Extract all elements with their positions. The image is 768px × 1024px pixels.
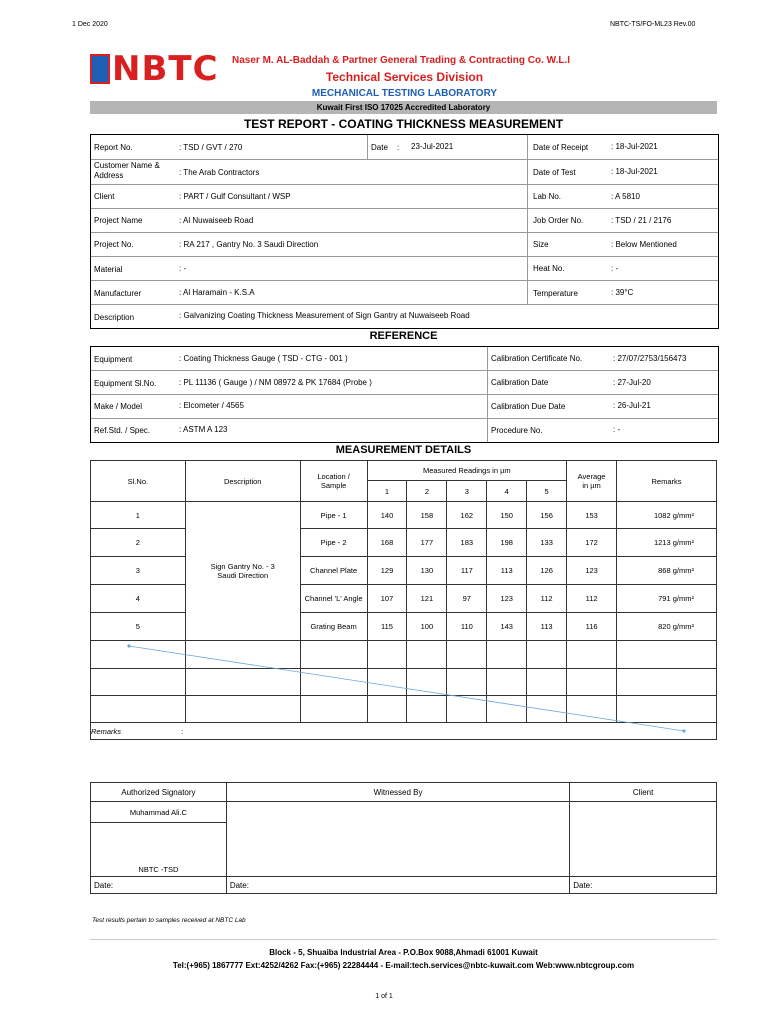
row-reading: 100: [407, 613, 447, 641]
row-sl: 3: [91, 557, 186, 585]
header-sl: Sl.No.: [91, 461, 186, 502]
customer-value: : The Arab Contractors: [179, 168, 260, 177]
serial-value: : PL 11136 ( Gauge ) / NM 08972 & PK 17684 (Probe ): [179, 378, 372, 387]
row-reading: 158: [407, 502, 447, 529]
row-sl: 2: [91, 529, 186, 557]
table-row: [91, 502, 717, 529]
row-sl: 1: [91, 502, 186, 529]
row-average: 172: [567, 529, 617, 557]
equipment-label: Equipment: [94, 355, 133, 364]
row-reading: 117: [447, 557, 487, 585]
material-value: : -: [179, 264, 187, 273]
signer-org: NBTC -TSD: [91, 823, 227, 877]
measurement-title: MEASUREMENT DETAILS: [335, 444, 472, 456]
header-reading-4: 4: [487, 481, 527, 502]
cal-due-value: : 26-Jul-21: [613, 401, 651, 410]
row-sl: 4: [91, 585, 186, 613]
remarks-label: Remarks: [91, 726, 122, 736]
row-reading: 183: [447, 529, 487, 557]
make-label: Make / Model: [94, 402, 143, 411]
row-reading: 97: [447, 585, 487, 613]
cal-date-label: Calibration Date: [491, 378, 549, 387]
serial-label: Equipment Sl.No.: [94, 379, 157, 388]
logo-mark-icon: [90, 54, 110, 84]
header-readings: Measured Readings in µm: [367, 461, 567, 481]
client-value: : PART / Gulf Consultant / WSP: [179, 192, 291, 201]
material-label: Material: [94, 265, 123, 274]
report-no-value: : TSD / GVT / 270: [179, 143, 243, 152]
row-reading: 107: [367, 585, 407, 613]
header-reading-1: 1: [367, 481, 407, 502]
test-date-label: Date of Test: [533, 168, 576, 177]
date-field-witness: Date:: [226, 877, 569, 894]
division-name: Technical Services Division: [325, 70, 484, 84]
remarks-separator: :: [181, 726, 184, 736]
row-average: 123: [567, 557, 617, 585]
job-order-value: : TSD / 21 / 2176: [611, 216, 672, 225]
header-reading-2: 2: [407, 481, 447, 502]
temperature-value: : 39°C: [611, 288, 634, 297]
date-label: Date: [371, 143, 388, 152]
company-name: Naser M. AL-Baddah & Partner General Trading & Contracting Co. W.L.I: [232, 55, 571, 66]
project-no-value: : RA 217 , Gantry No. 3 Saudi Direction: [179, 240, 319, 249]
table-row: [91, 585, 717, 613]
row-reading: 112: [527, 585, 567, 613]
receipt-value: : 18-Jul-2021: [611, 142, 658, 151]
row-reading: 162: [447, 502, 487, 529]
row-description: Sign Gantry No. - 3 Saudi Direction: [185, 502, 300, 641]
client-header: Client: [570, 783, 717, 802]
row-reading: 143: [487, 613, 527, 641]
cal-due-label: Calibration Due Date: [491, 402, 566, 411]
ref-std-label: Ref.Std. / Spec.: [94, 426, 151, 435]
row-reading: 110: [447, 613, 487, 641]
customer-label: Customer Name & Address: [94, 161, 160, 180]
row-location: Channel Plate: [300, 557, 367, 585]
row-reading: 198: [487, 529, 527, 557]
date-field-client: Date:: [570, 877, 717, 894]
header-description: Description: [185, 461, 300, 502]
test-date-value: : 18-Jul-2021: [611, 167, 658, 176]
report-title: TEST REPORT - COATING THICKNESS MEASUREMENT: [243, 117, 564, 131]
row-average: 153: [567, 502, 617, 529]
lab-name: MECHANICAL TESTING LABORATORY: [311, 88, 498, 99]
row-average: 112: [567, 585, 617, 613]
heat-no-value: : -: [611, 264, 619, 273]
row-reading: 168: [367, 529, 407, 557]
authorized-signatory-header: Authorized Signatory: [91, 783, 227, 802]
row-remark: 868 g/mm²: [617, 557, 717, 585]
temperature-label: Temperature: [533, 289, 578, 298]
row-location: Channel 'L' Angle: [300, 585, 367, 613]
table-row: [91, 613, 717, 641]
size-value: : Below Mentioned: [611, 240, 677, 249]
row-location: Pipe - 2: [300, 529, 367, 557]
footer-divider: [90, 939, 717, 940]
row-reading: 123: [487, 585, 527, 613]
description-label: Description: [94, 313, 135, 322]
header-location: Location / Sample: [300, 461, 367, 502]
row-average: 116: [567, 613, 617, 641]
date-field-authorized: Date:: [91, 877, 227, 894]
row-reading: 126: [527, 557, 567, 585]
page-date: 1 Dec 2020: [72, 21, 108, 28]
receipt-label: Date of Receipt: [533, 143, 589, 152]
row-reading: 129: [367, 557, 407, 585]
report-no-label: Report No.: [94, 143, 133, 152]
accreditation-band: Kuwait First ISO 17025 Accredited Laboratory: [90, 101, 717, 114]
row-location: Pipe - 1: [300, 502, 367, 529]
row-remark: 791 g/mm²: [617, 585, 717, 613]
lab-no-value: : A 5810: [611, 192, 640, 201]
signer-name: Muhammad Ali.C: [91, 802, 227, 823]
cancel-line: [90, 640, 717, 740]
footer-contact: Tel:(+965) 1867777 Ext:4252/4262 Fax:(+965) 22284444 - E-mail:tech.services@nbtc-kuwait.com Web:www.nbtcgroup.com: [172, 961, 635, 970]
cal-date-value: : 27-Jul-20: [613, 378, 651, 387]
row-location: Grating Beam: [300, 613, 367, 641]
description-value: : Galvanizing Coating Thickness Measurement of Sign Gantry at Nuwaiseeb Road: [179, 311, 470, 320]
row-remark: 1213 g/mm²: [617, 529, 717, 557]
row-remark: 820 g/mm²: [617, 613, 717, 641]
reference-table: [90, 346, 719, 443]
ref-std-value: : ASTM A 123: [179, 425, 228, 434]
header-reading-5: 5: [527, 481, 567, 502]
size-label: Size: [533, 240, 549, 249]
header-remarks: Remarks: [617, 461, 717, 502]
procedure-value: : -: [613, 425, 621, 434]
row-reading: 133: [527, 529, 567, 557]
company-logo: NBTC: [112, 49, 219, 89]
witnessed-by-header: Witnessed By: [226, 783, 569, 802]
row-reading: 115: [367, 613, 407, 641]
equipment-value: : Coating Thickness Gauge ( TSD - CTG - 001 ): [179, 354, 348, 363]
row-sl: 5: [91, 613, 186, 641]
table-row: [91, 529, 717, 557]
row-reading: 113: [487, 557, 527, 585]
project-no-label: Project No.: [94, 240, 134, 249]
footer-address: Block - 5, Shuaiba Industrial Area - P.O.Box 9088,Ahmadi 61001 Kuwait: [269, 948, 538, 957]
job-order-label: Job Order No.: [533, 216, 584, 225]
procedure-label: Procedure No.: [491, 426, 543, 435]
heat-no-label: Heat No.: [533, 264, 565, 273]
client-label: Client: [94, 192, 115, 201]
cal-cert-label: Calibration Certificate No.: [491, 354, 583, 363]
manufacturer-value: : Al Haramain - K.S.A: [179, 288, 255, 297]
row-reading: 140: [367, 502, 407, 529]
cal-cert-value: : 27/07/2753/156473: [613, 354, 687, 363]
header-average: Average in µm: [567, 461, 617, 502]
report-info-table: [90, 134, 719, 329]
row-remark: 1082 g/mm²: [617, 502, 717, 529]
project-name-value: : Al Nuwaiseeb Road: [179, 216, 254, 225]
header-reading-3: 3: [447, 481, 487, 502]
row-reading: 177: [407, 529, 447, 557]
row-reading: 150: [487, 502, 527, 529]
row-reading: 156: [527, 502, 567, 529]
date-separator: :: [397, 143, 400, 152]
make-value: : Elcometer / 4565: [179, 401, 244, 410]
row-reading: 121: [407, 585, 447, 613]
signature-table: [90, 782, 717, 894]
document-code: NBTC-TS/FO-ML23 Rev.00: [610, 21, 696, 28]
reference-title: REFERENCE: [369, 330, 438, 342]
project-name-label: Project Name: [94, 216, 143, 225]
row-reading: 130: [407, 557, 447, 585]
lab-no-label: Lab No.: [533, 192, 562, 201]
row-reading: 113: [527, 613, 567, 641]
page-number: 1 of 1: [375, 993, 393, 1000]
date-value: 23-Jul-2021: [411, 142, 454, 151]
manufacturer-label: Manufacturer: [94, 289, 142, 298]
table-row: [91, 557, 717, 585]
test-note: Test results pertain to samples received at NBTC Lab: [92, 917, 246, 924]
